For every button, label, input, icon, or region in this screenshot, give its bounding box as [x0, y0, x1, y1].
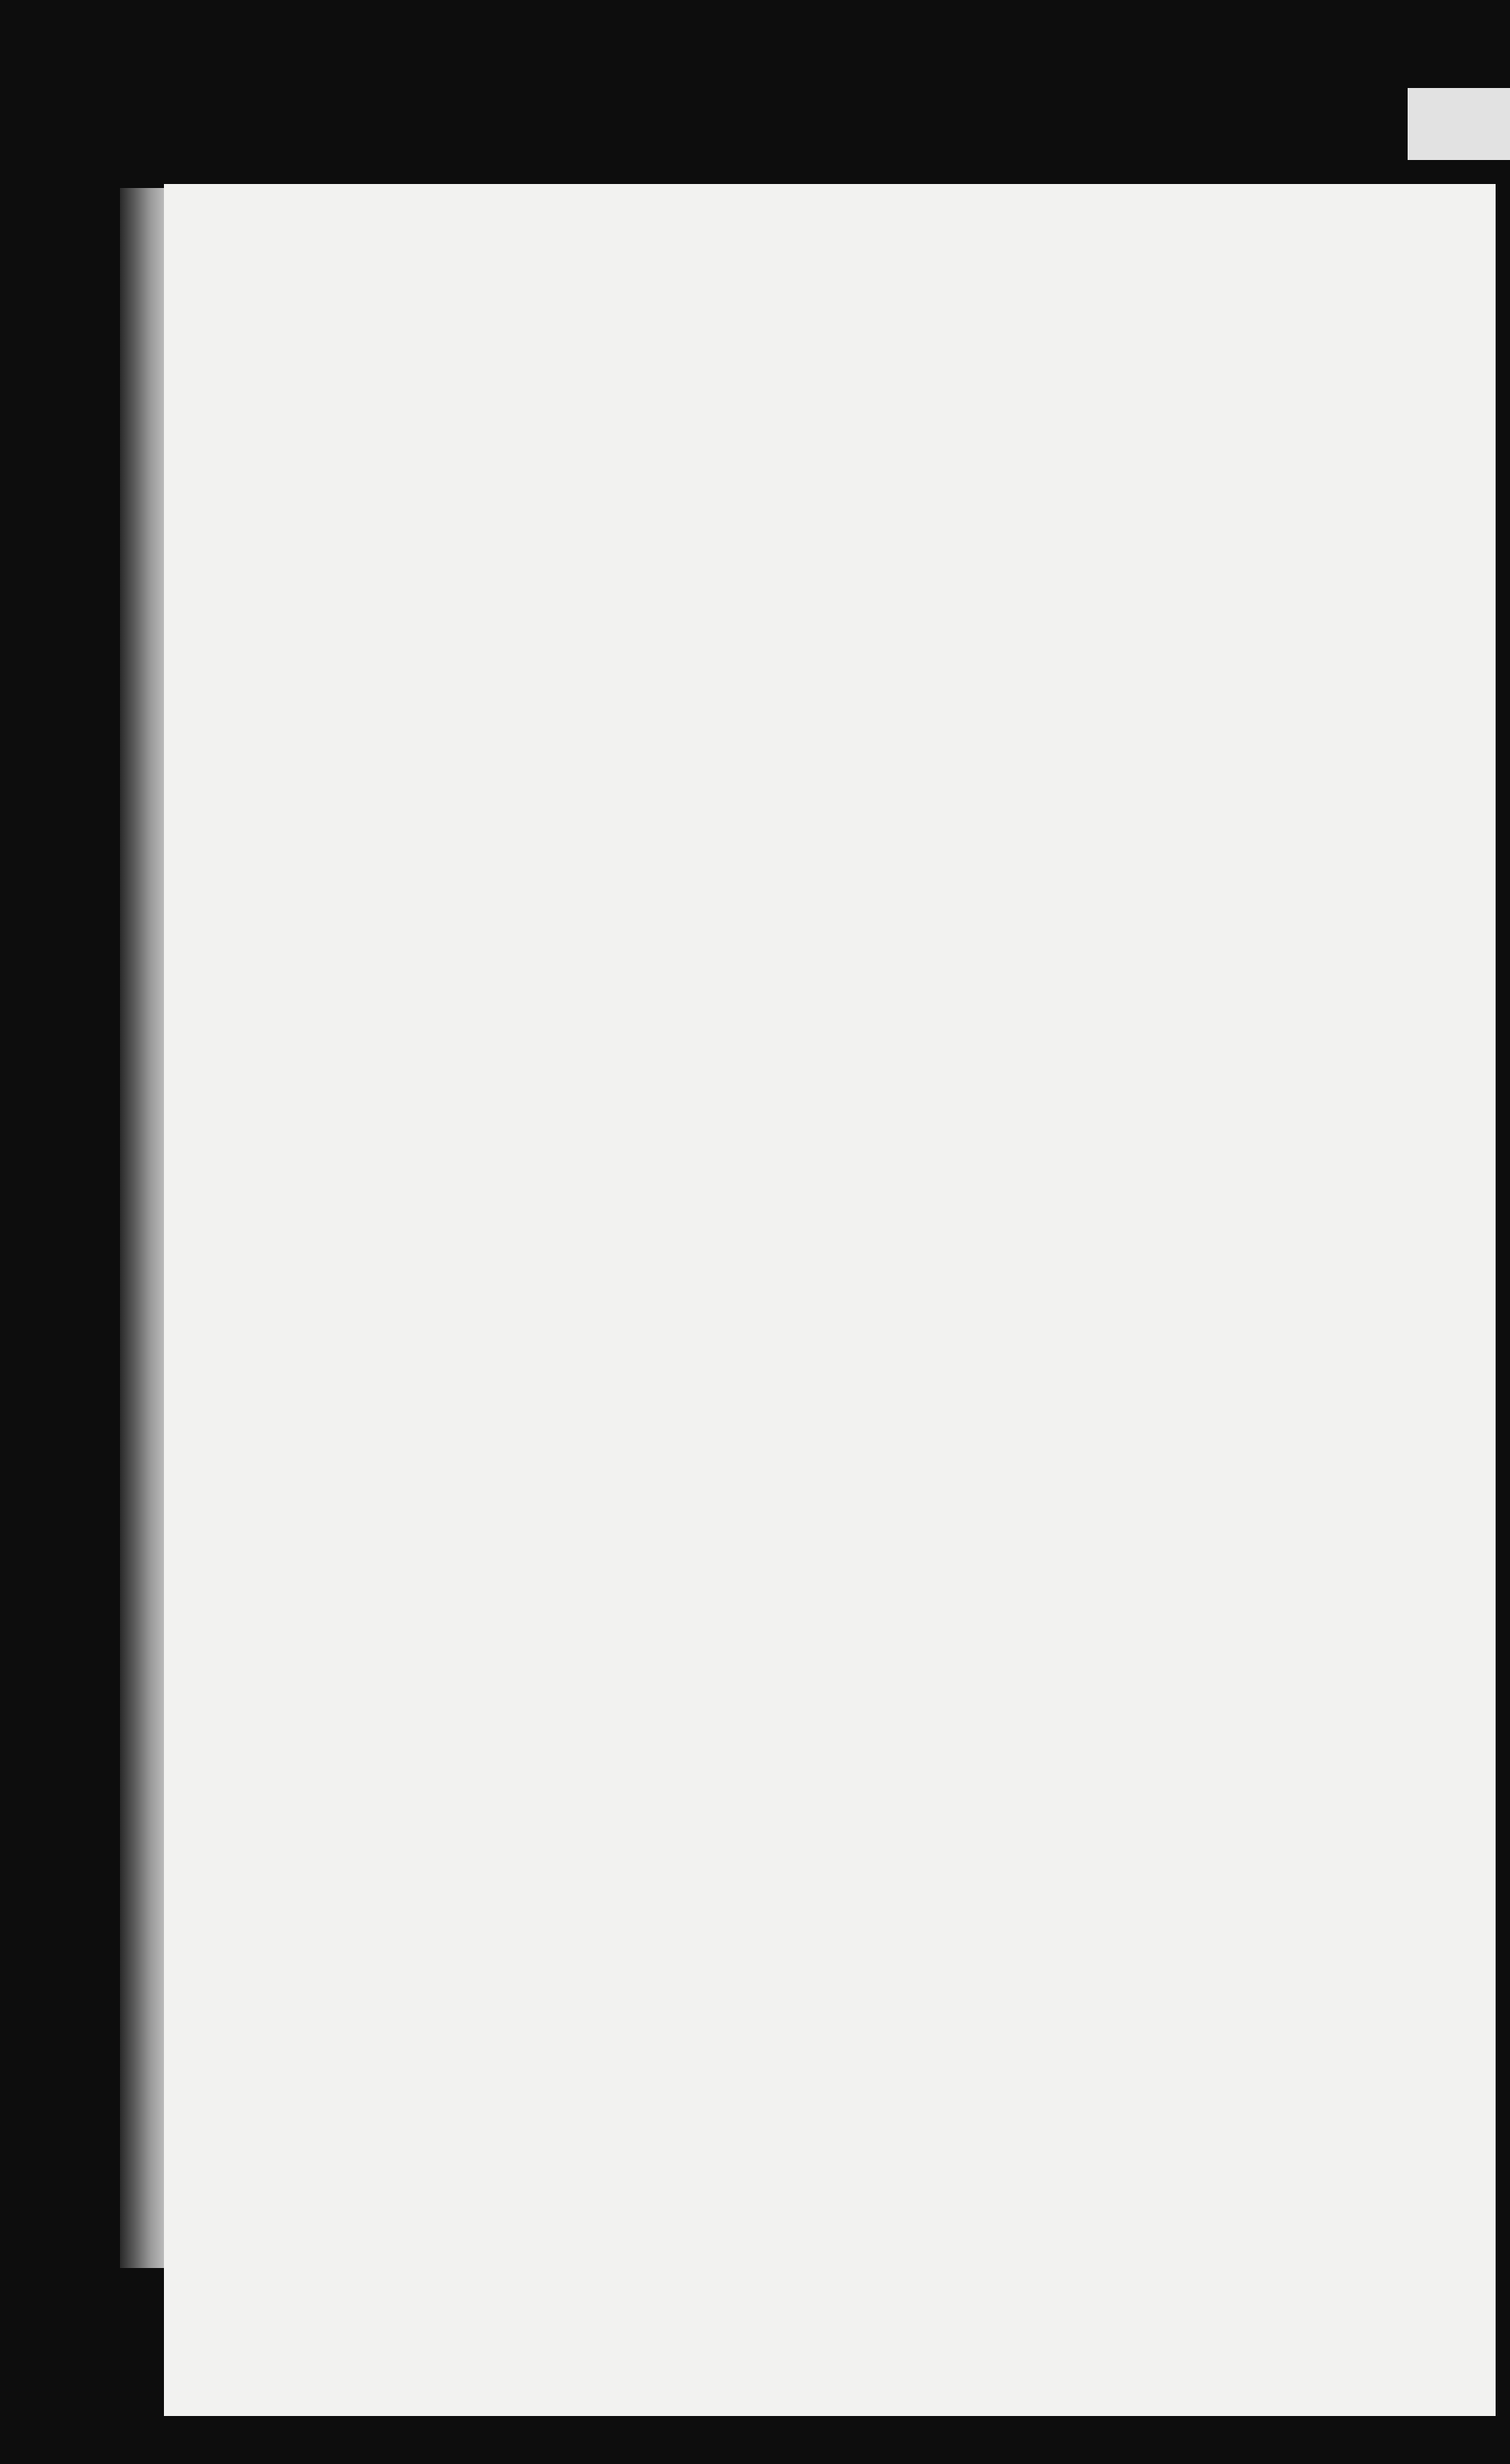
document-page	[164, 184, 1496, 2416]
scan-background-edge	[1408, 88, 1510, 160]
intro-paragraph-block	[364, 1064, 1488, 1074]
growth-rate-table	[452, 1144, 1372, 1864]
